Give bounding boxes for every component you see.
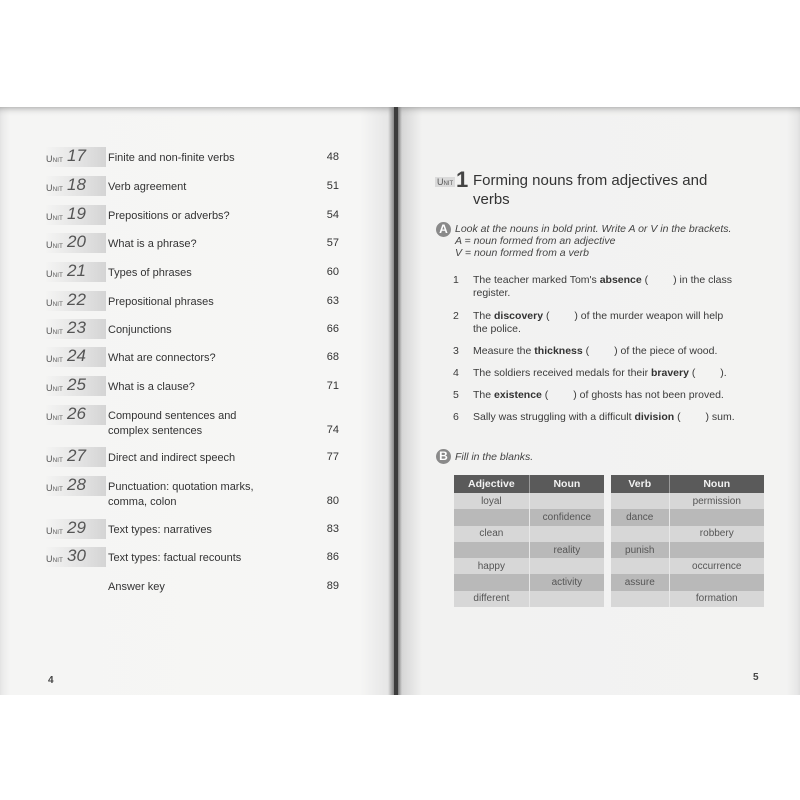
toc-title: Text types: narratives	[108, 524, 212, 536]
question-bold-noun: absence	[599, 274, 642, 286]
unit-title: Forming nouns from adjectives and verbs	[473, 172, 708, 208]
question-bold-noun: bravery	[651, 367, 689, 379]
adjective-noun-table	[454, 475, 604, 607]
table-cell: occurrence	[669, 558, 764, 574]
unit-label	[46, 405, 106, 425]
unit-number: 26	[67, 404, 86, 423]
unit-word: Unit	[46, 298, 63, 308]
unit-number: 28	[67, 475, 86, 494]
toc-title: What are connectors?	[108, 352, 216, 364]
question-bold-noun: existence	[494, 389, 542, 401]
blank-cell[interactable]	[529, 493, 604, 509]
toc-page-number: 71	[326, 380, 339, 392]
toc-page-number: 86	[326, 551, 339, 563]
unit-number: 23	[67, 318, 86, 337]
toc-entry[interactable]	[0, 447, 395, 471]
toc-title: Prepositions or adverbs?	[108, 210, 230, 222]
table-cell: assure	[611, 574, 669, 590]
blank-cell[interactable]	[454, 574, 529, 590]
blank-cell[interactable]	[669, 542, 764, 558]
unit-word: Unit	[46, 326, 63, 336]
unit-label	[46, 176, 106, 196]
question-bold-noun: discovery	[494, 310, 544, 322]
unit-label	[46, 233, 106, 253]
table-row	[454, 574, 604, 590]
section-b-instruction: Fill in the blanks.	[455, 451, 534, 463]
table-header: Adjective	[454, 475, 529, 493]
unit-label	[46, 376, 106, 396]
question-text-after: ) of ghosts has not been proved.	[570, 389, 724, 401]
question-text-before: The teacher marked Tom's	[473, 274, 600, 286]
unit-label	[46, 447, 106, 467]
blank-cell[interactable]	[454, 542, 529, 558]
table-header: Noun	[529, 475, 604, 493]
table-cell: reality	[529, 542, 604, 558]
unit-number: 20	[67, 232, 86, 251]
answer-bracket[interactable]: (	[674, 411, 681, 423]
answer-bracket[interactable]: (	[543, 310, 550, 322]
toc-entry[interactable]	[0, 176, 395, 200]
page-number-right: 5	[753, 672, 759, 683]
unit-word: Unit	[437, 177, 454, 187]
table-cell: clean	[454, 526, 529, 542]
blank-cell[interactable]	[529, 558, 604, 574]
question-text	[473, 367, 738, 380]
question-text	[473, 345, 738, 358]
question-text-before: The soldiers received medals for their	[473, 367, 651, 379]
answer-bracket[interactable]: (	[688, 367, 696, 379]
toc-title: Answer key	[108, 581, 165, 593]
unit-word: Unit	[46, 240, 63, 250]
unit-word: Unit	[46, 183, 63, 193]
toc-title: Text types: factual recounts	[108, 552, 242, 564]
toc-entry[interactable]	[0, 291, 395, 315]
table-row	[454, 526, 604, 542]
unit-label	[46, 262, 106, 282]
question-bold-noun: division	[634, 411, 675, 423]
unit-label	[46, 547, 106, 567]
unit-label	[46, 347, 106, 367]
toc-page-number: 48	[326, 151, 339, 163]
blank-cell[interactable]	[529, 591, 604, 607]
toc-page-number: 83	[326, 523, 339, 535]
question-number: 4	[453, 367, 459, 379]
unit-number: 22	[67, 290, 86, 309]
toc-entry[interactable]	[0, 404, 395, 437]
question-text	[473, 310, 738, 336]
question-text-before: The	[473, 389, 495, 401]
toc-entry[interactable]	[0, 547, 395, 571]
unit-word: Unit	[46, 412, 63, 422]
unit-word: Unit	[46, 454, 63, 464]
table-row	[611, 558, 764, 574]
unit-label	[46, 519, 106, 539]
toc-title: Punctuation: quotation marks, comma, colon	[108, 481, 254, 508]
unit-word: Unit	[46, 383, 63, 393]
table-cell: confidence	[529, 509, 604, 525]
toc-entry[interactable]	[0, 475, 395, 508]
question-text	[473, 389, 738, 402]
table-row	[454, 509, 604, 525]
toc-entry[interactable]	[0, 319, 395, 343]
table-row	[454, 591, 604, 607]
unit-word: Unit	[46, 554, 63, 564]
toc-title: Types of phrases	[108, 267, 192, 279]
section-a-badge-icon: A	[436, 222, 451, 237]
table-cell: permission	[669, 493, 764, 509]
toc-entry[interactable]	[0, 376, 395, 400]
question-text-before: Sally was struggling with a difficult	[473, 411, 635, 423]
table-cell: happy	[454, 558, 529, 574]
unit-label	[46, 147, 106, 167]
unit-number: 19	[67, 204, 86, 223]
unit-number: 17	[67, 146, 86, 165]
toc-entry[interactable]	[0, 519, 395, 543]
question-number: 6	[453, 411, 459, 423]
toc-title: What is a phrase?	[108, 238, 197, 250]
section-a-key-v: V = noun formed from a verb	[455, 247, 589, 259]
toc-page-number: 54	[326, 209, 339, 221]
toc-entry[interactable]	[0, 576, 395, 600]
table-cell: formation	[669, 591, 764, 607]
toc-page-number: 63	[326, 295, 339, 307]
unit-label	[46, 291, 106, 311]
toc-entry[interactable]	[0, 147, 395, 171]
table-row	[454, 493, 604, 509]
answer-bracket[interactable]: (	[641, 274, 649, 286]
question-text-after: ).	[717, 367, 727, 379]
toc-page-number: 89	[326, 580, 339, 592]
toc-title: Conjunctions	[108, 324, 172, 336]
question-bold-noun: thickness	[534, 345, 583, 357]
toc-entry[interactable]	[0, 205, 395, 229]
table-row	[611, 542, 764, 558]
blank-cell[interactable]	[669, 574, 764, 590]
toc-page-number: 80	[326, 495, 339, 507]
blank-cell[interactable]	[611, 591, 669, 607]
toc-page-number: 77	[326, 451, 339, 463]
answer-bracket[interactable]: (	[541, 389, 549, 401]
unit-word: Unit	[46, 154, 63, 164]
question-text-before: Measure the	[473, 345, 535, 357]
section-a-instruction: Look at the nouns in bold print. Write A or V in the brackets.	[455, 223, 732, 235]
answer-bracket[interactable]: (	[582, 345, 590, 357]
question-number: 3	[453, 345, 459, 357]
table-row	[611, 509, 764, 525]
table-header: Noun	[669, 475, 764, 493]
toc-title: Compound sentences and complex sentences	[108, 410, 237, 437]
section-a-key-a: A = noun formed from an adjective	[455, 235, 616, 247]
toc-entry[interactable]	[0, 262, 395, 286]
unit-number: 21	[67, 261, 86, 280]
unit-number: 18	[67, 175, 86, 194]
table-cell: dance	[611, 509, 669, 525]
toc-page-number: 51	[326, 180, 339, 192]
verb-noun-table	[611, 475, 764, 607]
table-row	[454, 542, 604, 558]
toc-page-number: 68	[326, 351, 339, 363]
toc-title: What is a clause?	[108, 381, 195, 393]
unit-number: 25	[67, 375, 86, 394]
question-text-after: ) sum.	[702, 411, 735, 423]
table-cell: robbery	[669, 526, 764, 542]
unit-label	[46, 476, 106, 496]
unit-word: Unit	[46, 483, 63, 493]
question-text-after: ) of the piece of wood.	[611, 345, 718, 357]
blank-cell[interactable]	[669, 509, 764, 525]
page-number-left: 4	[48, 675, 54, 686]
blank-cell[interactable]	[611, 493, 669, 509]
toc-page-number: 66	[326, 323, 339, 335]
table-cell: activity	[529, 574, 604, 590]
unit-label	[46, 205, 106, 225]
toc-entry[interactable]	[0, 233, 395, 257]
unit-word: Unit	[46, 269, 63, 279]
table-row	[611, 591, 764, 607]
toc-title: Finite and non-finite verbs	[108, 152, 235, 164]
unit-number: 29	[67, 518, 86, 537]
toc-title: Verb agreement	[108, 181, 187, 193]
unit-word: Unit	[46, 212, 63, 222]
table-row	[611, 493, 764, 509]
question-text	[473, 274, 738, 300]
table-row	[454, 558, 604, 574]
question-number: 1	[453, 274, 459, 286]
toc-page-number: 60	[326, 266, 339, 278]
question-number: 5	[453, 389, 459, 401]
blank-cell[interactable]	[611, 558, 669, 574]
unit-number: 30	[67, 546, 86, 565]
toc-page-number: 57	[326, 237, 339, 249]
section-b-badge-icon: B	[436, 449, 451, 464]
unit-number: 27	[67, 446, 86, 465]
table-cell: loyal	[454, 493, 529, 509]
unit-number: 24	[67, 346, 86, 365]
unit-word: Unit	[46, 354, 63, 364]
question-text	[473, 411, 738, 424]
table-cell: different	[454, 591, 529, 607]
question-text-after: ) in the class register.	[473, 274, 733, 299]
blank-cell[interactable]	[611, 526, 669, 542]
blank-cell[interactable]	[454, 509, 529, 525]
question-text-after: ) of the murder weapon will help the police.	[473, 310, 724, 335]
section-a-instructions	[455, 223, 755, 259]
table-row	[611, 526, 764, 542]
toc-entry[interactable]	[0, 347, 395, 371]
table-cell: punish	[611, 542, 669, 558]
table-row	[611, 574, 764, 590]
table-header: Verb	[611, 475, 669, 493]
question-text-before: The	[473, 310, 495, 322]
toc-page-number: 74	[326, 424, 339, 436]
unit-word: Unit	[46, 526, 63, 536]
toc-title: Direct and indirect speech	[108, 452, 236, 464]
question-number: 2	[453, 310, 459, 322]
toc-title: Prepositional phrases	[108, 296, 214, 308]
blank-cell[interactable]	[529, 526, 604, 542]
unit-label	[46, 319, 106, 339]
unit-number: 1	[456, 167, 469, 192]
